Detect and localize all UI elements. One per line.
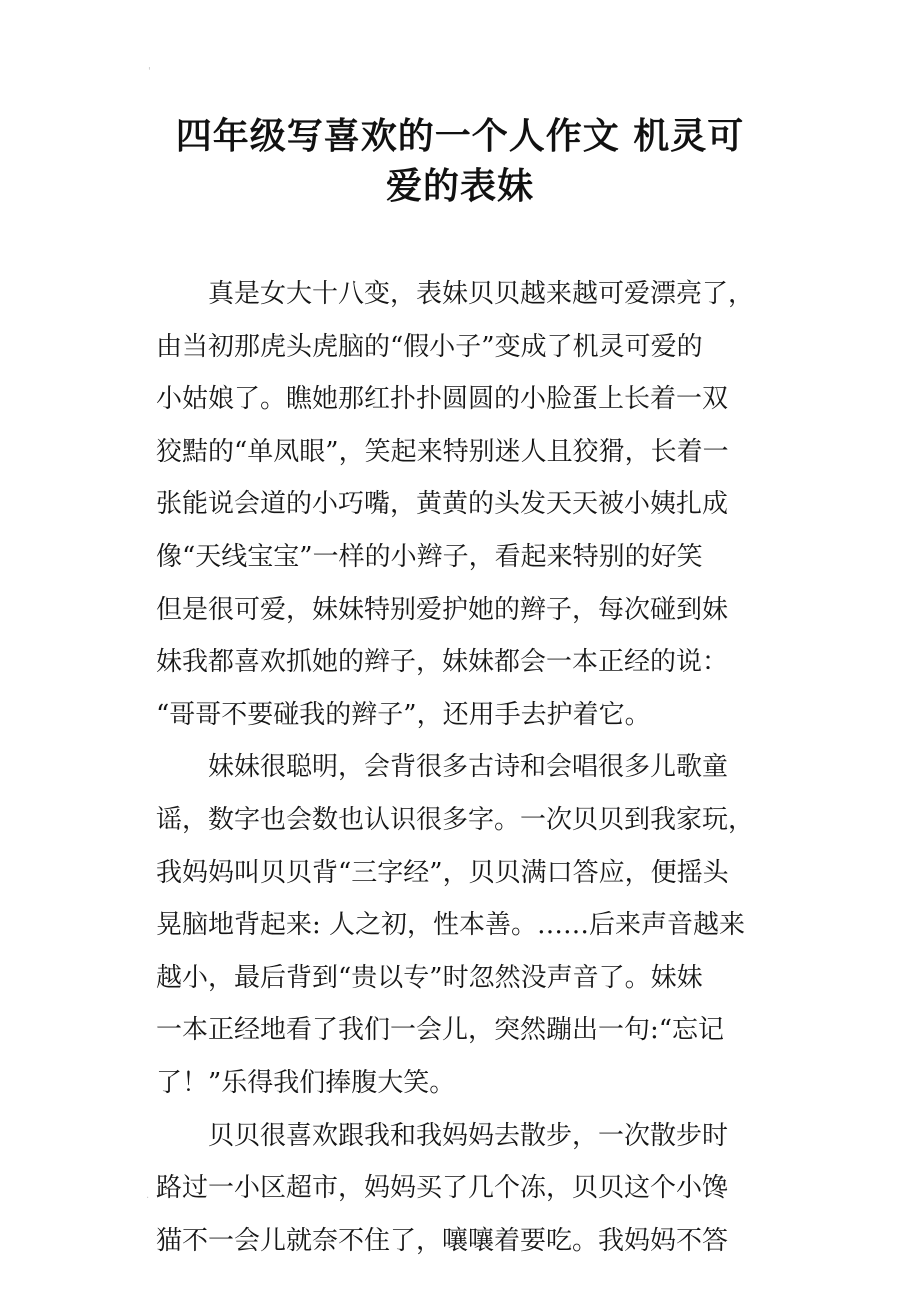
paragraph-3-line: 贝贝很喜欢跟我和我妈妈去散步，一次散步时 bbox=[208, 1120, 729, 1151]
page-title bbox=[0, 112, 920, 212]
paragraph-2-line: 我妈妈叫贝贝背“三字经”，贝贝满口答应，便摇头 bbox=[156, 857, 729, 888]
corner-mark-top: ' bbox=[148, 66, 151, 77]
paragraph-1-line: 但是很可爱，妹妹特别爱护她的辫子，每次碰到妹 bbox=[156, 594, 729, 625]
paragraph-3-line: 猫不一会儿就奈不住了，嚷嚷着要吃。我妈妈不答 bbox=[156, 1225, 729, 1256]
title-line-2: 爱的表妹 bbox=[385, 166, 534, 207]
paragraph-1-line: 狡黠的“单凤眼”，笑起来特别迷人且狡猾，长着一 bbox=[156, 436, 729, 467]
article-body bbox=[156, 268, 788, 1267]
paragraph-1-line: 妹我都喜欢抓她的辫子，妹妹都会一本正经的说： bbox=[156, 647, 729, 678]
paragraph-2-line: 越小，最后背到“贵以专”时忽然没声音了。妹妹 bbox=[156, 962, 703, 993]
title-line-1: 四年级写喜欢的一个人作文 机灵可 bbox=[175, 116, 745, 157]
paragraph-1-line: 由当初那虎头虎脑的“假小子”变成了机灵可爱的 bbox=[156, 331, 703, 362]
paragraph-3-line: 路过一小区超市，妈妈买了几个冻，贝贝这个小馋 bbox=[156, 1173, 729, 1204]
paragraph-2-line: 一本正经地看了我们一会儿，突然蹦出一句:“忘记 bbox=[156, 1015, 725, 1046]
paragraph-1-line: 像“天线宝宝”一样的小辫子，看起来特别的好笑 bbox=[156, 541, 703, 572]
paragraph-2-line: 妹妹很聪明，会背很多古诗和会唱很多儿歌童 bbox=[208, 752, 729, 783]
paragraph-1-line: “哥哥不要碰我的辫子”，还用手去护着它。 bbox=[156, 699, 651, 730]
paragraph-2-line: 晃脑地背起来: 人之初，性本善。……后来声音越来 bbox=[156, 910, 746, 941]
corner-mark-bottom: . bbox=[146, 1190, 150, 1201]
paragraph-1-line: 小姑娘了。瞧她那红扑扑圆圆的小脸蛋上长着一双 bbox=[156, 384, 729, 415]
paragraph-2-line: 谣，数字也会数也认识很多字。一次贝贝到我家玩， bbox=[156, 804, 755, 835]
paragraph-1-line: 张能说会道的小巧嘴，黄黄的头发天天被小姨扎成 bbox=[156, 489, 729, 520]
paragraph-1-line: 真是女大十八变，表妹贝贝越来越可爱漂亮了， bbox=[208, 279, 755, 309]
paragraph-2-line: 了！”乐得我们捧腹大笑。 bbox=[156, 1067, 456, 1098]
